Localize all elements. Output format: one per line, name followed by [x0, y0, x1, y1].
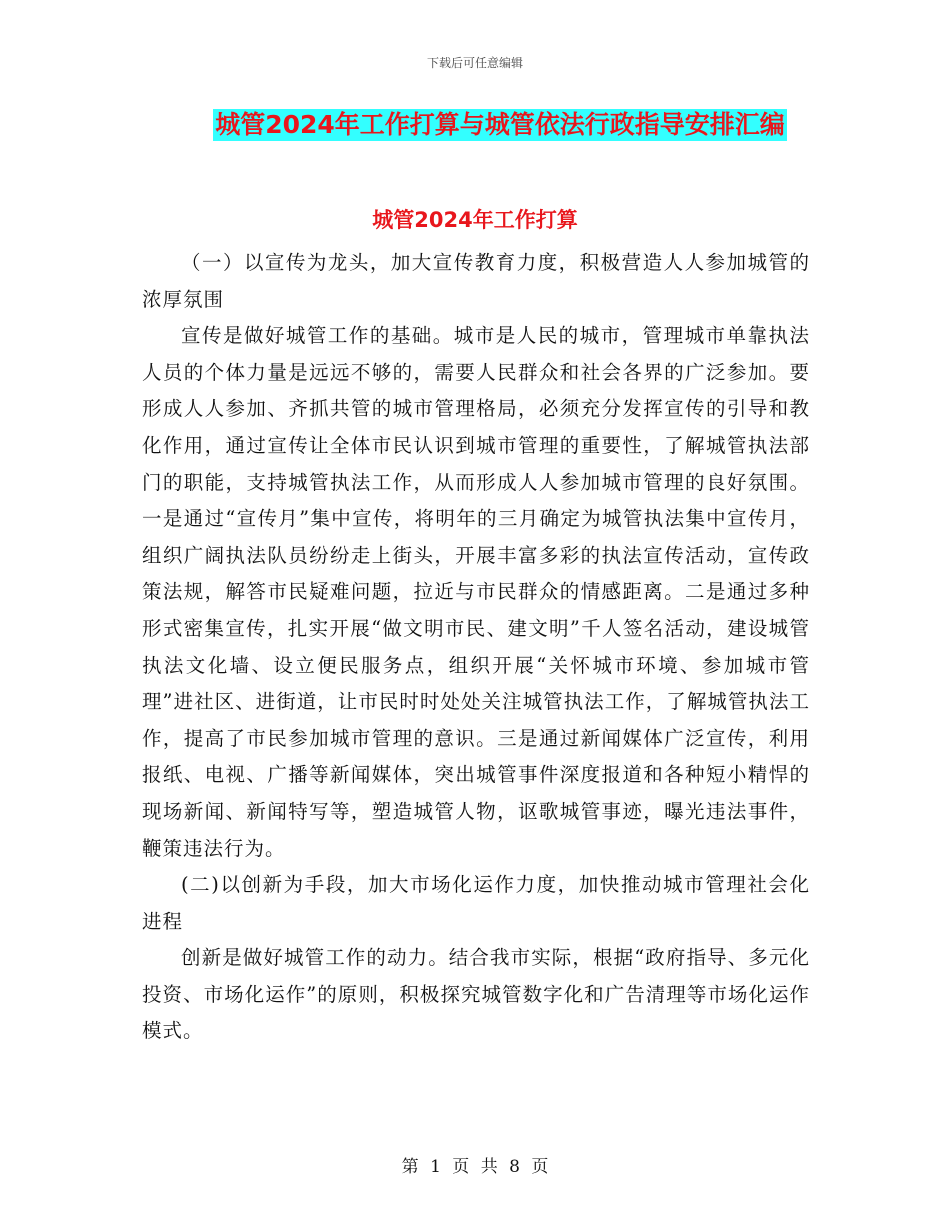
- paragraph: 宣传是做好城管工作的基础。城市是人民的城市，管理城市单靠执法人员的个体力量是远远不够的，需要人民群众和社会各界的广泛参加。要形成人人参加、齐抓共管的城市管理格局，必须充分发挥宣传的引导和教化作用，通过宣传让全体市民认识到城市管理的重要性，了解城管执法部门的职能，支持城管执法工作，从而形成人人参加城市管理的良好氛围。一是通过“宣传月”集中宣传，将明年的三月确定为城管执法集中宣传月，组织广阔执法队员纷纷走上街头，开展丰富多彩的执法宣传活动，宣传政策法规，解答市民疑难问题，拉近与市民群众的情感距离。二是通过多种形式密集宣传，扎实开展“做文明市民、建文明”千人签名活动，建设城管执法文化墙、设立便民服务点，组织开展“关怀城市环境、参加城市管理”进社区、进街道，让市民时时处处关注城管执法工作，了解城管执法工作，提高了市民参加城市管理的意识。三是通过新闻媒体广泛宣传，利用报纸、电视、广播等新闻媒体，突出城管事件深度报道和各种短小精悍的现场新闻、新闻特写等，塑造城管人物，讴歌城管事迹，曝光违法事件，鞭策违法行为。: [142, 324, 810, 860]
- header-note: 下载后可任意编辑: [426, 56, 523, 70]
- paragraph-heading-2: (二)以创新为手段，加大市场化运作力度，加快推动城市管理社会化进程: [142, 873, 810, 933]
- page-footer: 第 1 页 共 8 页: [401, 1157, 549, 1177]
- paragraph: 创新是做好城管工作的动力。结合我市实际，根据“政府指导、多元化投资、市场化运作”的原则，积极探究城管数字化和广告清理等市场化运作模式。: [142, 946, 810, 1043]
- body-text: [142, 245, 810, 1050]
- section-title: 城管2024年工作打算: [372, 208, 578, 232]
- paragraph-heading-1: （一）以宣传为龙头，加大宣传教育力度，积极营造人人参加城管的浓厚氛围: [142, 251, 810, 311]
- main-title: 城管2024年工作打算与城管依法行政指导安排汇编: [215, 110, 785, 139]
- main-title-container: [0, 109, 950, 141]
